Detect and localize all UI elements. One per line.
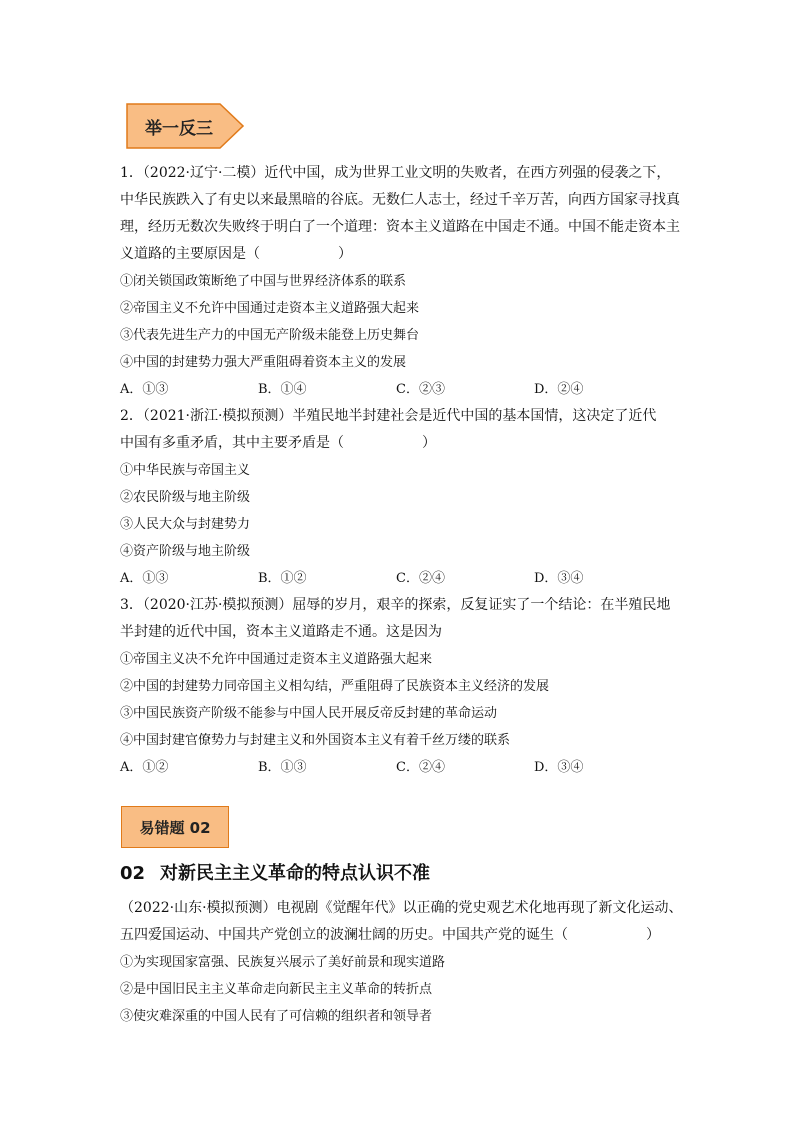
q2-choices (120, 565, 680, 592)
q4-stem-line (120, 922, 680, 949)
q1-choices (120, 376, 680, 403)
choice-b: B．①② (258, 571, 307, 586)
q1-stem-line: 理，经历无数次失败终于明白了一个道理：资本主义道路在中国走不通。中国不能走资本主 (120, 219, 680, 235)
q1-stem-text: 义道路的主要原因是（ (120, 246, 260, 262)
q2-stem-line: 2．（2021·浙江·模拟预测）半殖民地半封建社会是近代中国的基本国情，这决定了近代 (120, 408, 657, 424)
q4-stem-text: 五四爱国运动、中国共产党创立的波澜壮阔的历史。中国共产党的诞生（ (120, 927, 568, 943)
q3-option: ③中国民族资产阶级不能参与中国人民开展反帝反封建的革命运动 (120, 706, 498, 721)
choice-a: A．①② (120, 760, 169, 775)
q1-option: ②帝国主义不允许中国通过走资本主义道路强大起来 (120, 301, 420, 316)
q1-option: ④中国的封建势力强大严重阻碍着资本主义的发展 (120, 355, 407, 370)
q2-stem-text: 中国有多重矛盾，其中主要矛盾是（ (120, 435, 344, 451)
badge-label: 举一反三 (145, 118, 213, 139)
question-block-1-3 (120, 160, 680, 781)
q1-option: ③代表先进生产力的中国无产阶级未能登上历史舞台 (120, 328, 420, 343)
q3-stem-line: 3．（2020·江苏·模拟预测）屈辱的岁月，艰辛的探索，反复证实了一个结论：在半殖民地 (120, 597, 671, 613)
q4-stem-close: ） (646, 927, 660, 943)
choice-d: D．③④ (534, 571, 584, 586)
choice-b: B．①④ (258, 382, 307, 397)
q1-stem-close: ） (338, 246, 352, 262)
q4-option: ③使灾难深重的中国人民有了可信赖的组织者和领导者 (120, 1009, 433, 1024)
q4-option: ②是中国旧民主主义革命走向新民主主义革命的转折点 (120, 982, 433, 997)
section-badge-arrow (126, 103, 244, 149)
section-title: 对新民主主义革命的特点认识不准 (160, 863, 430, 884)
q1-stem-line: 中华民族跌入了有史以来最黑暗的谷底。无数仁人志士，经过千辛万苦，向西方国家寻找真 (120, 192, 680, 208)
q1-option: ①闭关锁国政策断绝了中国与世界经济体系的联系 (120, 274, 407, 289)
section-number: 02 (120, 863, 146, 884)
choice-b: B．①③ (258, 760, 307, 775)
q1-stem-line (120, 241, 680, 268)
choice-a: A．①③ (120, 382, 169, 397)
q4-stem-line: （2022·山东·模拟预测）电视剧《觉醒年代》以正确的党史观艺术化地再现了新文化运动、 (120, 900, 683, 916)
choice-d: D．③④ (534, 760, 584, 775)
q3-option: ①帝国主义决不允许中国通过走资本主义道路强大起来 (120, 652, 433, 667)
question-block-4 (120, 895, 683, 1030)
choice-a: A．①③ (120, 571, 169, 586)
q2-option: ③人民大众与封建势力 (120, 517, 251, 532)
choice-c: C．②③ (396, 382, 445, 397)
q2-stem-close: ） (422, 435, 436, 451)
section-heading (120, 859, 430, 885)
q3-option: ④中国封建官僚势力与封建主义和外国资本主义有着千丝万缕的联系 (120, 733, 511, 748)
error-question-badge: 易错题 02 (121, 806, 229, 848)
q4-option: ①为实现国家富强、民族复兴展示了美好前景和现实道路 (120, 955, 446, 970)
q1-stem-line: 1．（2022·辽宁·二模）近代中国，成为世界工业文明的失败者，在西方列强的侵袭之下， (120, 165, 671, 181)
q3-option: ②中国的封建势力同帝国主义相勾结，严重阻碍了民族资本主义经济的发展 (120, 679, 550, 694)
choice-c: C．②④ (396, 571, 445, 586)
q2-option: ①中华民族与帝国主义 (120, 463, 251, 478)
q3-stem-line: 半封建的近代中国，资本主义道路走不通。这是因为 (120, 624, 442, 640)
q2-stem-line (120, 430, 680, 457)
q3-choices (120, 754, 680, 781)
choice-d: D．②④ (534, 382, 584, 397)
q2-option: ④资产阶级与地主阶级 (120, 544, 251, 559)
choice-c: C．②④ (396, 760, 445, 775)
q2-option: ②农民阶级与地主阶级 (120, 490, 251, 505)
